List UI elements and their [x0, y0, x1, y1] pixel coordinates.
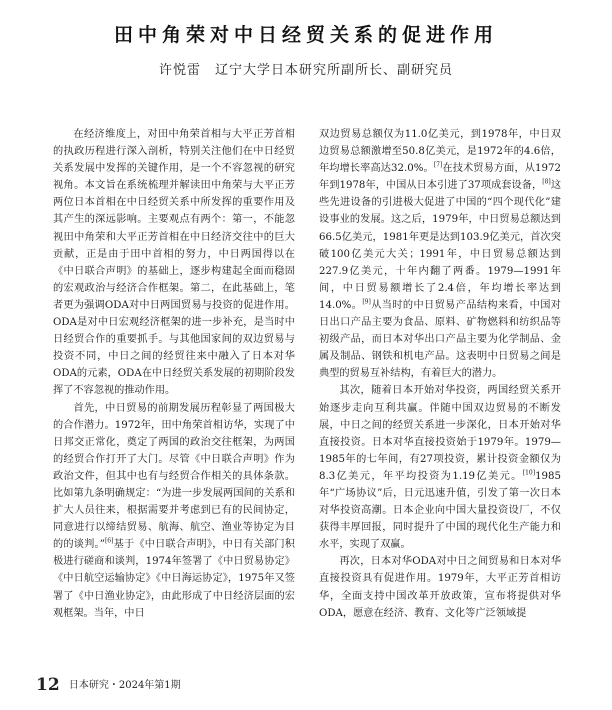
journal-name: 日本研究・2024年第1期 — [68, 680, 181, 691]
footnote-ref: [6] — [104, 537, 114, 545]
footnote-ref: [10] — [522, 469, 536, 477]
paragraph — [53, 400, 295, 622]
page-number: 12 — [36, 675, 60, 695]
paragraph-text: 其次，随着日本开始对华投资，两国经贸关系开始逐步走向互利共赢。伴随中国双边贸易的不断发展，中日之间的经贸关系进一步深化，日本开始对华直接投资。日本对华直接投资始于1979年。1979—1985年的七年间，有27项投资，累计投资金额仅为8.3亿美元，年平均投资为1.19亿美元。 — [319, 385, 561, 482]
paragraph-text: 1985年“广场协议”后，日元迅速升值，引发了第一次日本对华投资高潮。日本企业向中国大量投资设厂，不仅获得丰厚回报，同时提升了中国的现代化生产能力和水平，实现了双赢。 — [319, 470, 561, 551]
paragraph — [53, 126, 295, 400]
paragraph — [319, 126, 561, 382]
article-title: 田中角荣对中日经贸关系的促进作用 — [113, 24, 498, 46]
paragraph-text: 基于《中日联合声明》，中日有关部门积极进行磋商和谈判，1974年签署了《中日贸易协定》《中日航空运输协定》《中日海运协定》，1975年又签署了《中日渔业协定》，由此形成了中日经济层面的宏观框架。当年，中日 — [53, 539, 295, 619]
paragraph-text: 从当时的中日贸易产品结构来看，中国对日出口产品主要为食品、原料、矿物燃料和纺织品等初级产品，而日本对华出口产品主要为化学制品、金属及制品、钢铁和机电产品。这表明中日贸易之间是典型的贸易互补结构，有着巨大的潜力。 — [319, 299, 561, 380]
footnote-ref: [8] — [542, 178, 551, 186]
paragraph-text: 在技术贸易方面，从1972年到1978年，中国从日本引进了37项成套设备， — [319, 163, 561, 192]
right-column — [319, 126, 561, 622]
page-footer — [36, 675, 181, 695]
left-column — [53, 126, 295, 622]
paragraph-text: 在经济维度上，对田中角荣首相与大平正芳首相的执政历程进行深入剖析，特别关注他们在中日经贸关系发展中发挥的关键作用，是一个不容忽视的研究视角。本文旨在系统梳理并解读田中角荣与大平正芳两位日本首相在中日经贸关系中所发挥的重要作用及其产生的深远影响。主要观点有两个：第一，不能忽视田中角荣和大平正芳首相在中日经济交往中的巨大贡献，正是由于田中首相的努力，中日两国得以在《中日联合声明》的基础上，逐步构建起全面而稳固的宏观政治与经济合作框架。第二，在此基础上，笔者更为强调ODA对中日两国贸易与投资的促进作用。ODA是对中日宏观经济框架的进一步补充，是当时中日经贸合作的重要抓手。与其他国家间的双边贸易与投资不同，中日之间的经贸往来中融入了日本对华ODA的元素，ODA在中日经贸关系发展的初期阶段发挥了不容忽视的推动作用。 — [53, 129, 295, 397]
paragraph — [319, 382, 561, 553]
paragraph-text: 这些先进设备的引进极大促进了中国的“四个现代化”建设事业的发展。这之后，1979年，中日贸易总额达到66.5亿美元，1981年更是达到103.9亿美元，首次突破100亿美元大关；1991年，中日贸易总额达到227.9亿美元，十年内翻了两番。1979—1991年间，中日贸易额增长了2.4倍，年均增长率达到14.0%。 — [319, 180, 562, 311]
paragraph-text: 再次，日本对华ODA对中日之间贸易和日本对华直接投资具有促进作用。1979年，大平正芳首相访华，全面支持中国改革开放政策，宣布将提供对华ODA，愿意在经济、教育、文化等广泛领域提 — [319, 556, 561, 619]
paragraph-text: 双边贸易总额仅为11.0亿美元，到1978年，中日双边贸易总额激增至50.8亿美元，是1972年的4.6倍，年均增长率高达32.0%。 — [319, 129, 561, 175]
author-line: 许悦雷 辽宁大学日本研究所副所长、副研究员 — [158, 63, 453, 78]
paragraph-text: 首先，中日贸易的前期发展历程彰显了两国极大的合作潜力。1972年，田中角荣首相访华，实现了中日邦交正常化，奠定了两国的政治交往框架，为两国的经贸合作打开了大门。尽管《中日联合声明》作为政治文件，但其中也有与经贸合作相关的具体条款。比如第九条明确规定：“为进一步发展两国间的关系和扩大人员往来，根据需要并考虑到已有的民间协定，同意进行以缔结贸易、航海、航空、渔业等协定为目的的谈判。” — [53, 402, 295, 551]
paragraph — [319, 553, 561, 621]
footnote-ref: [7] — [433, 161, 443, 169]
footnote-ref: [9] — [362, 298, 371, 306]
